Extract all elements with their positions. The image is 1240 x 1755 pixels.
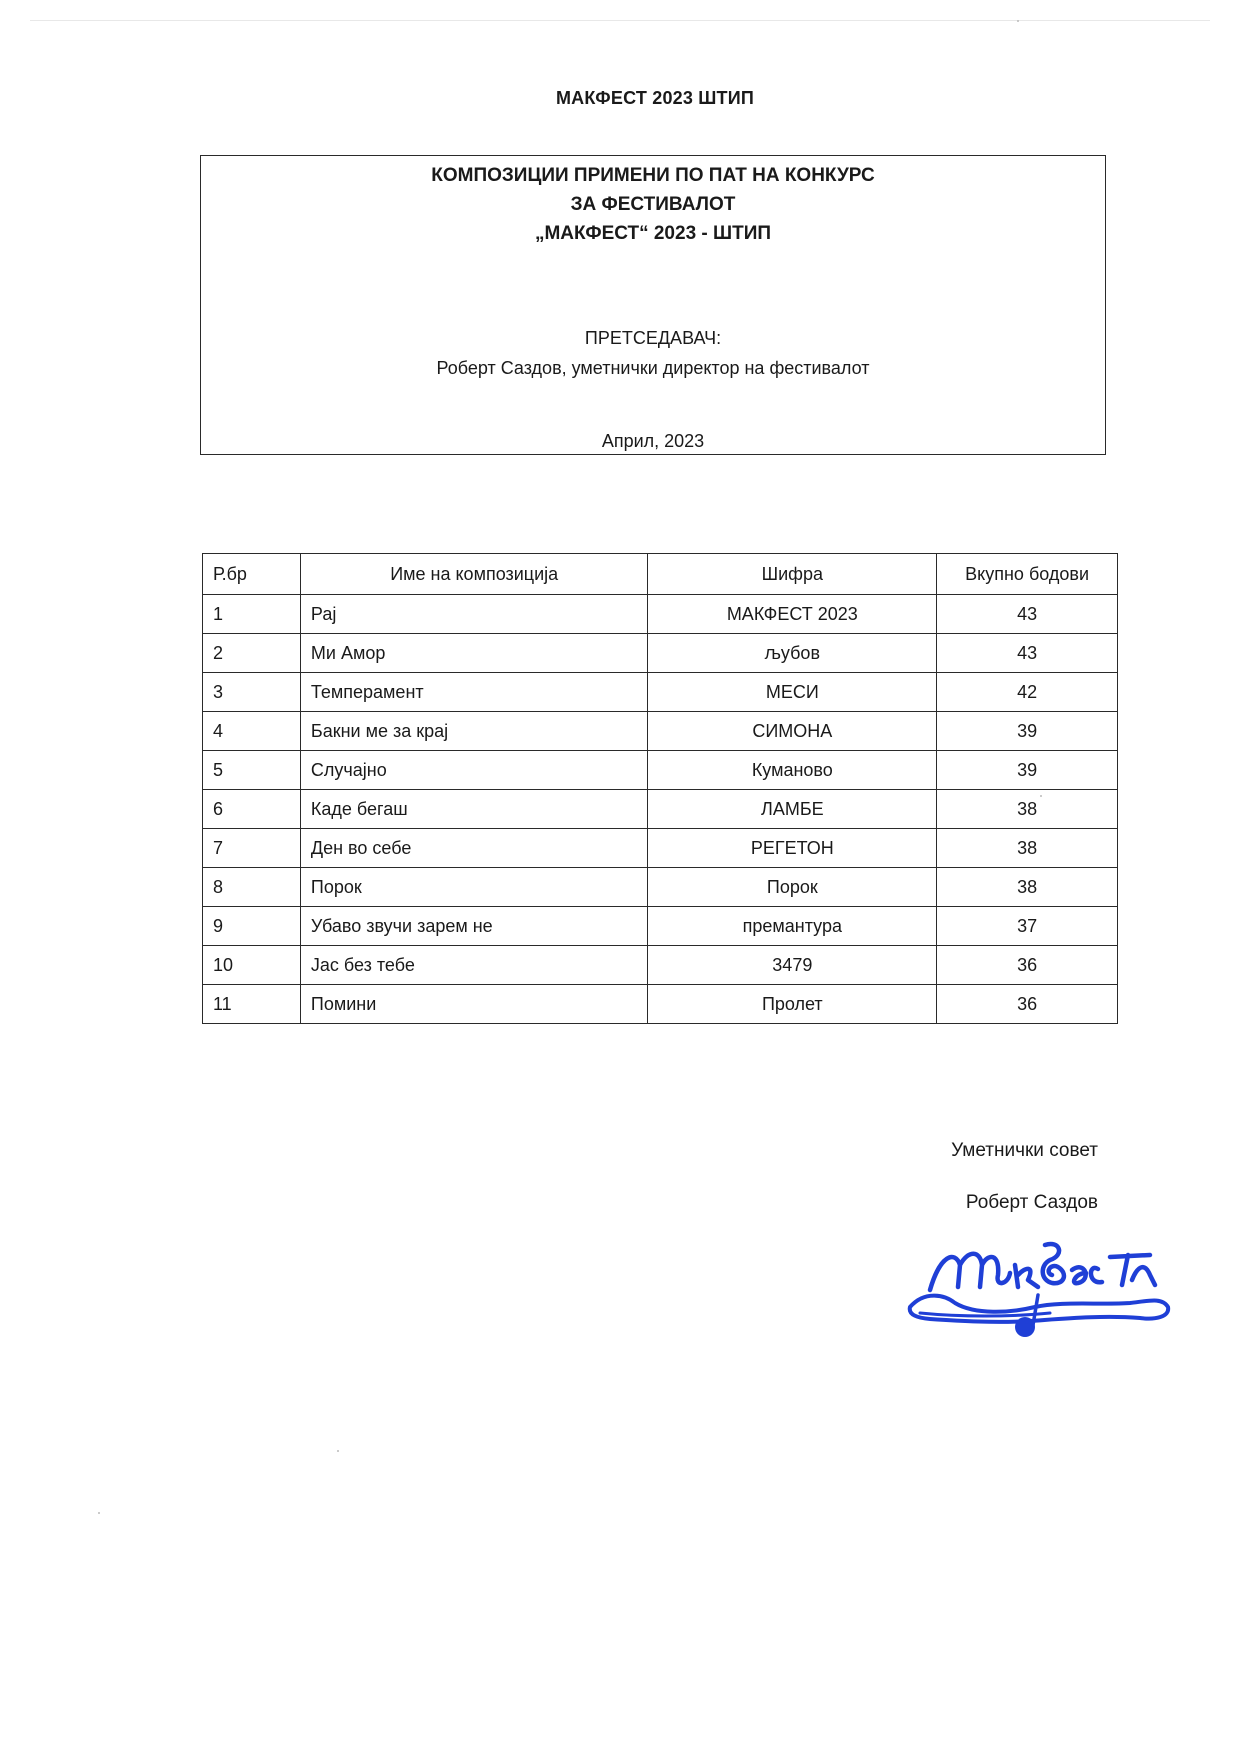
row-composition: Бакни ме за крај [300,712,648,751]
row-number: 2 [203,634,301,673]
row-composition: Порок [300,868,648,907]
row-composition: Случајно [300,751,648,790]
table-row [203,595,1118,634]
scan-speck [1017,20,1019,22]
logo-note-head [1015,1317,1035,1337]
document-date: Април, 2023 [601,431,705,451]
signature-council: Уметнички совет [951,1140,1098,1161]
header-points: Вкупно бодови [937,554,1118,595]
signature-name: Роберт Саздов [965,1192,1098,1213]
chair-label: ПРЕТСЕДАВАЧ: [584,328,722,348]
logo-swash [920,1313,1050,1316]
row-code: Порок [648,868,937,907]
title-line-2: ЗА ФЕСТИВАЛОТ [570,194,736,215]
table-row [203,946,1118,985]
table-row [203,712,1118,751]
row-number: 9 [203,907,301,946]
logo-artwork [910,1244,1168,1337]
row-points: 39 [937,751,1118,790]
row-points: 38 [937,829,1118,868]
row-code: ЛАМБЕ [648,790,937,829]
row-code: Пролет [648,985,937,1024]
header-composition: Име на композиција [300,554,648,595]
row-composition: Рај [300,595,648,634]
title-lines [201,161,1105,248]
row-code: љубов [648,634,937,673]
row-composition: Убаво звучи зарем не [300,907,648,946]
table-row [203,868,1118,907]
row-composition: Каде бегаш [300,790,648,829]
row-composition: Темперамент [300,673,648,712]
row-code: Куманово [648,751,937,790]
row-composition: Помини [300,985,648,1024]
scan-speck [337,1450,339,1452]
table-row [203,673,1118,712]
scan-speck [98,1512,100,1514]
table-row [203,985,1118,1024]
logo-lettering [930,1244,1155,1290]
row-number: 10 [203,946,301,985]
row-code: МЕСИ [648,673,937,712]
results-table [202,553,1118,1024]
scan-edge-line [30,20,1210,21]
makfest-logo [900,1235,1180,1345]
row-points: 38 [937,790,1118,829]
title-line-3: „МАКФЕСТ“ 2023 - ШТИП [534,223,772,244]
row-points: 39 [937,712,1118,751]
document-header: МАКФЕСТ 2023 ШТИП [555,88,755,108]
row-number: 7 [203,829,301,868]
row-composition: Ден во себе [300,829,648,868]
table-row [203,634,1118,673]
title-line-1: КОМПОЗИЦИИ ПРИМЕНИ ПО ПАТ НА КОНКУРС [431,165,875,186]
table-row [203,829,1118,868]
row-points: 36 [937,946,1118,985]
row-code: 3479 [648,946,937,985]
row-points: 38 [937,868,1118,907]
header-number: Р.бр [203,554,301,595]
chair-block [201,323,1105,383]
header-code: Шифра [648,554,937,595]
row-number: 8 [203,868,301,907]
row-points: 36 [937,985,1118,1024]
row-number: 1 [203,595,301,634]
table-header-row [203,554,1118,595]
row-code: РЕГЕТОН [648,829,937,868]
title-box [200,155,1106,455]
row-number: 6 [203,790,301,829]
row-number: 5 [203,751,301,790]
row-number: 3 [203,673,301,712]
row-composition: Јас без тебе [300,946,648,985]
row-points: 37 [937,907,1118,946]
table-row [203,907,1118,946]
row-number: 4 [203,712,301,751]
row-number: 11 [203,985,301,1024]
row-points: 42 [937,673,1118,712]
row-points: 43 [937,595,1118,634]
table-row [203,751,1118,790]
chair-name: Роберт Саздов, уметнички директор на фестивалот [436,358,870,378]
row-code: премантура [648,907,937,946]
row-points: 43 [937,634,1118,673]
scan-speck [1040,795,1042,797]
table-row [203,790,1118,829]
row-composition: Ми Амор [300,634,648,673]
row-code: СИМОНА [648,712,937,751]
row-code: МАКФЕСТ 2023 [648,595,937,634]
